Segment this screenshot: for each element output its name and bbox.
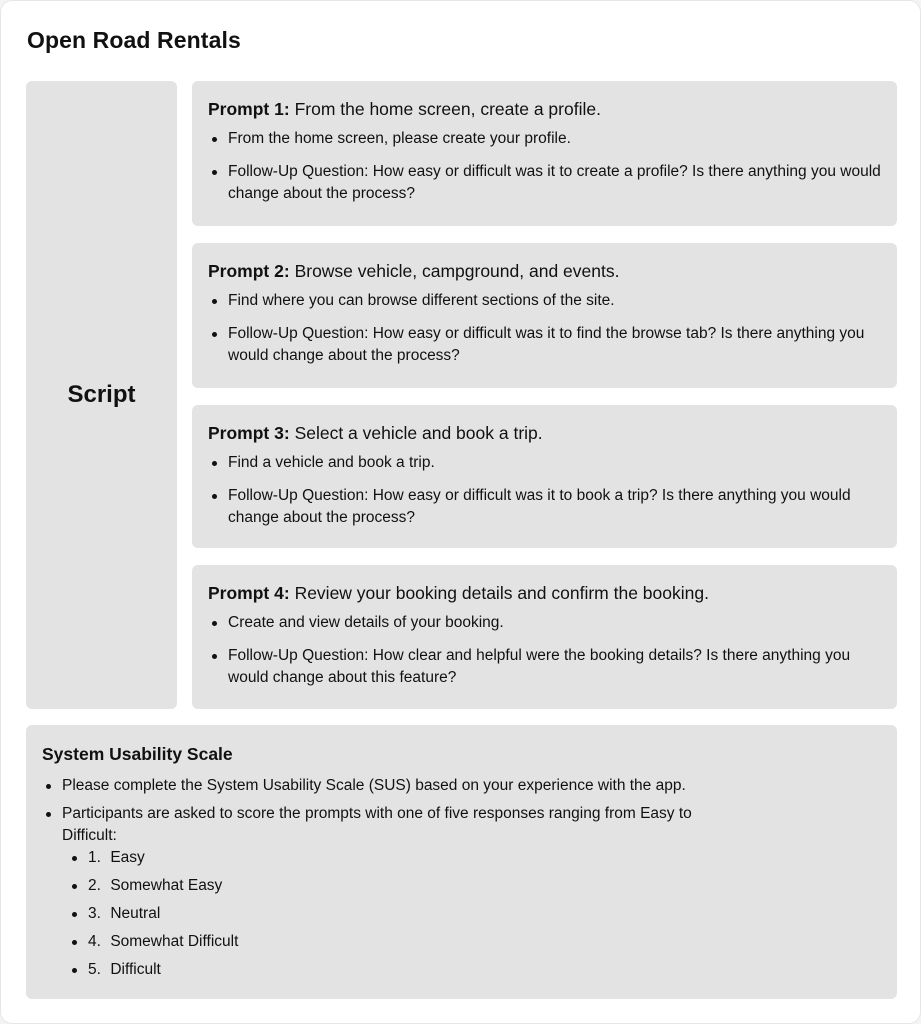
prompt-heading	[208, 96, 881, 122]
response-option: 2. Somewhat Easy	[68, 875, 702, 897]
prompt-heading	[208, 420, 881, 446]
sus-panel	[26, 725, 897, 999]
prompt-label: Prompt 2:	[208, 261, 290, 281]
list-item: Please complete the System Usability Scale (SUS) based on your experience with the app.	[42, 775, 702, 797]
prompt-card-2	[192, 243, 897, 388]
list-item: Find where you can browse different sections of the site.	[208, 290, 881, 312]
list-item: Follow-Up Question: How easy or difficult was it to find the browse tab? Is there anything you would change about the process?	[208, 323, 881, 367]
response-option: 5. Difficult	[68, 959, 702, 981]
prompt-card-4	[192, 565, 897, 709]
list-item: Create and view details of your booking.	[208, 612, 881, 634]
script-panel	[26, 81, 177, 709]
sus-bullets	[42, 775, 702, 981]
prompt-card-3	[192, 405, 897, 548]
page-title: Open Road Rentals	[27, 27, 241, 53]
prompt-title: Select a vehicle and book a trip.	[294, 423, 543, 443]
response-option: 3. Neutral	[68, 903, 702, 925]
prompt-label: Prompt 4:	[208, 583, 290, 603]
prompt-bullets	[208, 290, 881, 367]
prompt-card-1	[192, 81, 897, 226]
response-option: 4. Somewhat Difficult	[68, 931, 702, 953]
prompt-heading	[208, 258, 881, 284]
prompt-heading	[208, 580, 881, 606]
list-item: Follow-Up Question: How easy or difficult was it to create a profile? Is there anything you would change about the process?	[208, 161, 881, 205]
response-option: 1. Easy	[68, 847, 702, 869]
list-item: Follow-Up Question: How clear and helpful were the booking details? Is there anything you would change about this feature?	[208, 645, 881, 689]
list-item: Find a vehicle and book a trip.	[208, 452, 881, 474]
prompt-title: Review your booking details and confirm the booking.	[294, 583, 709, 603]
list-item: Follow-Up Question: How easy or difficult was it to book a trip? Is there anything you would change about the process?	[208, 485, 881, 529]
prompt-label: Prompt 3:	[208, 423, 290, 443]
prompt-bullets	[208, 128, 881, 205]
prompt-label: Prompt 1:	[208, 99, 290, 119]
response-options	[62, 847, 702, 981]
prompt-title: Browse vehicle, campground, and events.	[294, 261, 620, 281]
prompt-title: From the home screen, create a profile.	[294, 99, 601, 119]
sus-instruction: Participants are asked to score the prompts with one of five responses ranging from Easy to Difficult:	[62, 805, 692, 844]
prompt-bullets	[208, 612, 881, 689]
sus-title: System Usability Scale	[42, 744, 233, 764]
list-item	[42, 803, 702, 981]
script-label: Script	[67, 381, 136, 408]
prompt-bullets	[208, 452, 881, 529]
list-item: From the home screen, please create your profile.	[208, 128, 881, 150]
